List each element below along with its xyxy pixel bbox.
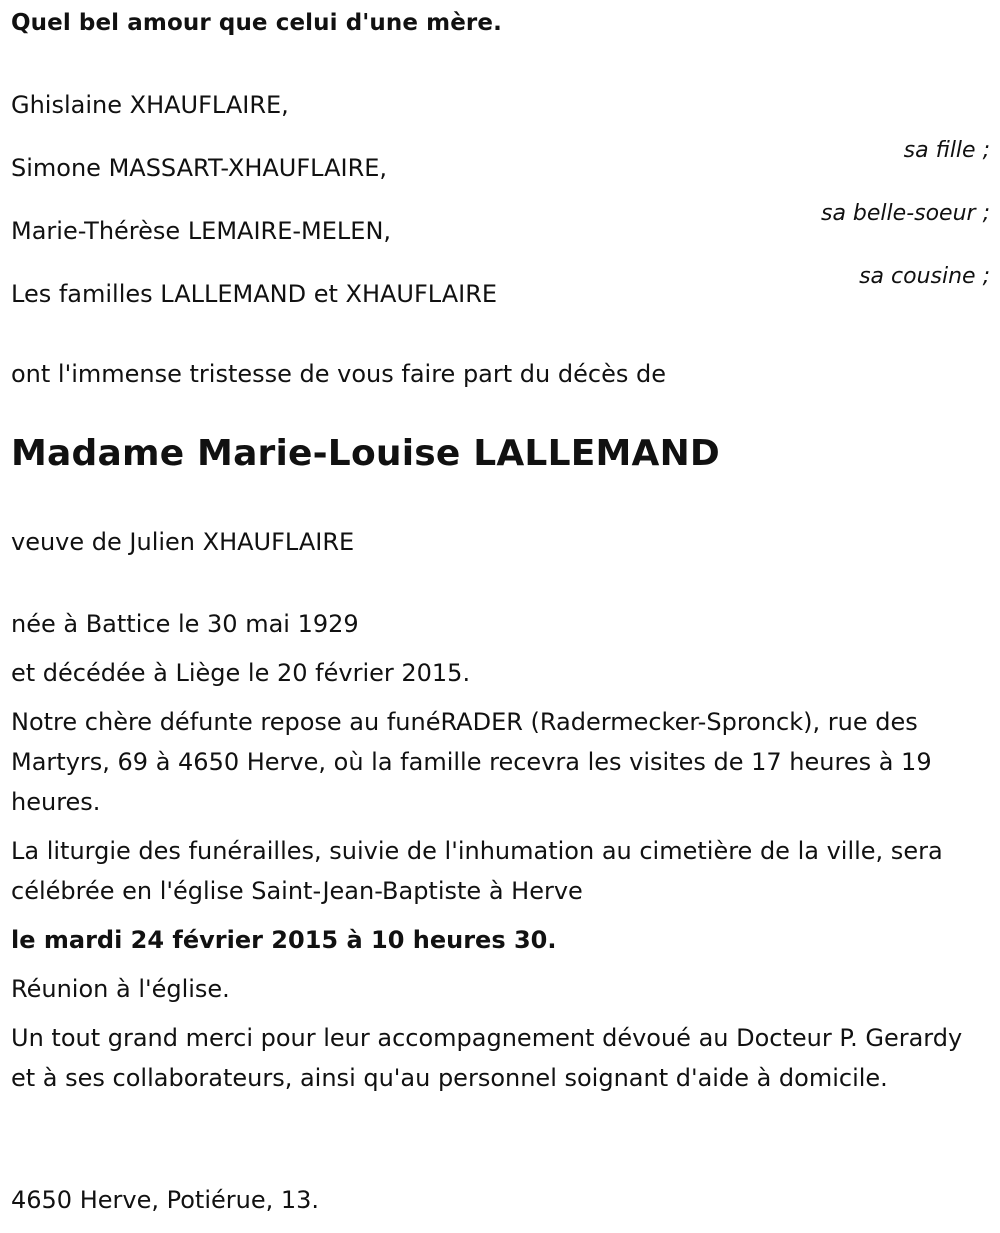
mourner-name: Marie-Thérèse LEMAIRE-MELEN, xyxy=(11,217,392,245)
mourner-relation: sa belle-soeur ; xyxy=(821,201,990,226)
epigraph: Quel bel amour que celui d'une mère. xyxy=(11,10,502,36)
gathering-line: Réunion à l'église. xyxy=(11,975,230,1003)
mourner-name: Ghislaine XHAUFLAIRE, xyxy=(11,91,289,119)
mourner-name: Simone MASSART-XHAUFLAIRE, xyxy=(11,154,388,182)
details-block xyxy=(11,604,986,1107)
announcement-text: ont l'immense tristesse de vous faire part du décès de xyxy=(11,360,666,388)
death-line: et décédée à Liège le 20 février 2015. xyxy=(11,659,471,687)
mourner-name: Les familles LALLEMAND et XHAUFLAIRE xyxy=(11,280,498,308)
liturgy-paragraph: La liturgie des funérailles, suivie de l'inhumation au cimetière de la ville, sera célébrée en l'église Saint-Jean-Baptiste à Herve xyxy=(11,837,943,905)
deceased-name: Madame Marie-Louise LALLEMAND xyxy=(11,433,720,474)
ceremony-datetime: le mardi 24 février 2015 à 10 heures 30. xyxy=(11,926,557,954)
widow-of: veuve de Julien XHAUFLAIRE xyxy=(11,528,355,556)
mourner-relation: sa fille ; xyxy=(903,138,990,163)
thanks-paragraph: Un tout grand merci pour leur accompagnement dévoué au Docteur P. Gerardy et à ses collaborateurs, ainsi qu'au personnel soignant d'aide à domicile. xyxy=(11,1024,963,1092)
birth-line: née à Battice le 30 mai 1929 xyxy=(11,610,359,638)
mourner-relation: sa cousine ; xyxy=(859,264,990,289)
family-address: 4650 Herve, Potiérue, 13. xyxy=(11,1186,320,1214)
visitation-paragraph: Notre chère défunte repose au funéRADER (Radermecker-Spronck), rue des Martyrs, 69 à 4650 Herve, où la famille recevra les visites de 17 heures à 19 heures. xyxy=(11,708,932,816)
